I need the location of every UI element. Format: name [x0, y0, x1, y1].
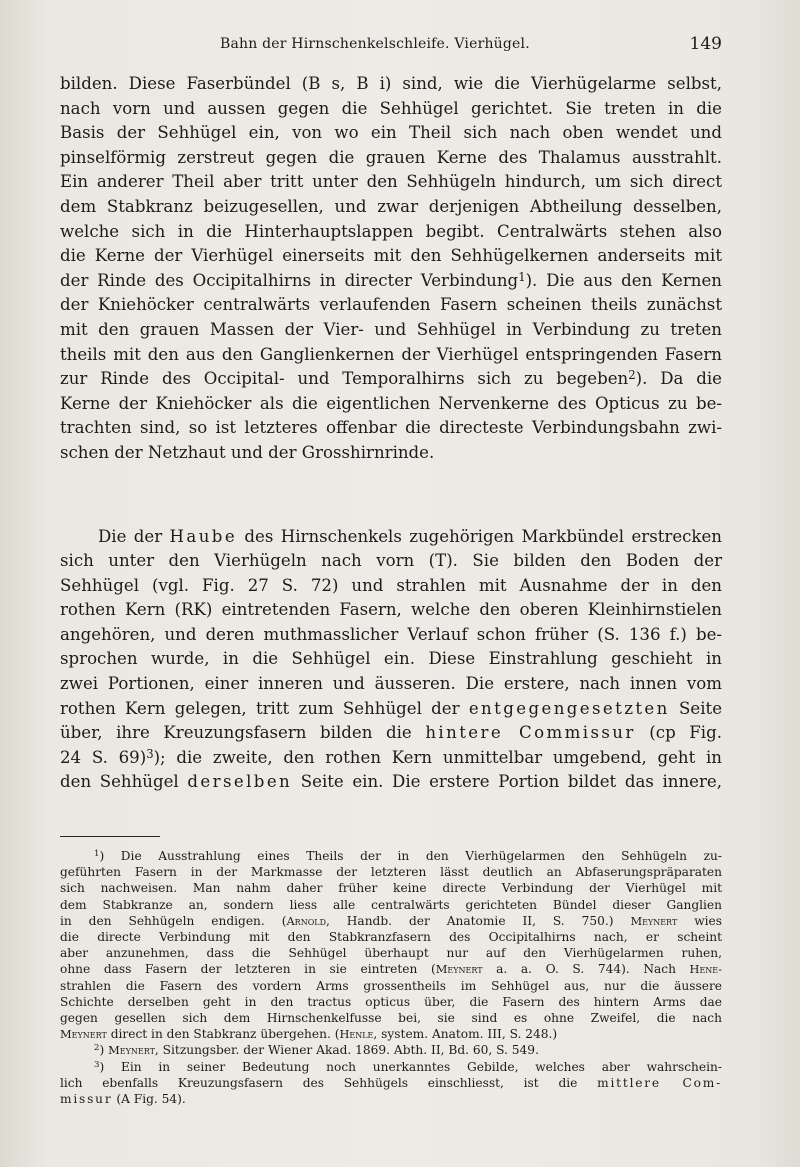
- text-segment: in den Sehhügeln endigen. (: [60, 913, 287, 928]
- text-line: zwei Portionen, einer inneren und äusseren. Die erstere, nach innen vom: [60, 674, 722, 694]
- footnote-line: geführten Fasern in der Markmasse der letzteren lässt deutlich an Abfaserungspräparaten: [60, 865, 722, 880]
- emphasized-term: entgegengesetzten: [468, 698, 670, 718]
- text-segment: Seite ein. Die erstere Portion bildet das innere,: [300, 772, 723, 792]
- text-line: [60, 770, 722, 795]
- emphasized-term: mittlere Com-: [597, 1075, 723, 1090]
- emphasized-term: derselben: [187, 772, 293, 792]
- text-segment: lich ebenfalls Kreuzungsfasern des Sehhügels einschliesst, ist die: [60, 1075, 578, 1090]
- text-line: [60, 367, 722, 392]
- author-name: Arnold: [286, 913, 326, 928]
- text-segment: des Hirnschenkels zugehörigen Markbündel erstrecken: [244, 526, 722, 546]
- author-name: Hene-: [689, 962, 722, 977]
- text-line: Kerne der Kniehöcker als die eigentlichen Nervenkerne des Opticus zu be-: [60, 393, 722, 413]
- text-line: die Kerne der Vierhügel einerseits mit den Sehhügelkernen anderseits mit: [60, 246, 722, 266]
- footnote-line: [60, 961, 722, 977]
- text-segment: ohne dass Fasern der letzteren in sie eintreten (: [60, 962, 436, 977]
- footnote-ref: 3: [146, 746, 154, 761]
- text-segment: 24 S. 69): [60, 747, 147, 767]
- footnote-line: aber anzunehmen, dass die Sehhügel überhaupt nur auf den Vierhügelarmen ruhen,: [60, 946, 722, 961]
- text-line: sich unter den Vierhügeln nach vorn (T). Sie bilden den Boden der: [60, 551, 722, 571]
- footnote-marker: 3: [94, 1059, 100, 1070]
- footnote-line: sich nachweisen. Man nahm daher früher keine directe Verbindung der Vierhügel mit: [60, 881, 722, 896]
- text-segment: der Rinde des Occipitalhirns in directer Verbindung: [60, 270, 519, 290]
- text-line: der Kniehöcker centralwärts verlaufenden Fasern scheinen theils zunächst: [60, 295, 722, 315]
- text-segment: , Sitzungsber. der Wiener Akad. 1869. Abth. II, Bd. 60, S. 549.: [154, 1043, 539, 1058]
- footnote-line: dem Stabkranze an, sondern liess alle centralwärts gerichteten Bündel dieser Ganglien: [60, 897, 722, 912]
- footnote-line: [60, 848, 722, 864]
- text-line: dem Stabkranz beizugesellen, und zwar derjenigen Abtheilung desselben,: [60, 196, 722, 216]
- footnote-rule: [60, 836, 160, 837]
- text-line: [60, 269, 722, 294]
- text-line: [60, 697, 722, 722]
- text-segment: (A Fig. 54).: [116, 1092, 186, 1107]
- text-segment: über, ihre Kreuzungsfasern bilden die: [60, 723, 412, 743]
- footnote-line: gegen gesellen sich dem Hirnschenkelfusse bei, sie sind es ohne Zweifel, die nach: [60, 1011, 722, 1026]
- running-title: Bahn der Hirnschenkelschleife. Vierhügel.: [220, 36, 530, 52]
- text-segment: Die der: [98, 526, 163, 546]
- footnote-line: [60, 1059, 722, 1075]
- text-segment: ). Die aus den Kernen: [525, 270, 722, 290]
- footnote-line: [60, 913, 722, 929]
- footnote-line: [60, 1042, 722, 1058]
- author-name: Meynert: [435, 962, 483, 977]
- text-segment: ); die zweite, den rothen Kern unmittelbar umgebend, geht in: [153, 747, 722, 767]
- page-header: [60, 34, 722, 60]
- text-line: mit den grauen Massen der Vier- und Sehhügel in Verbindung zu treten: [60, 319, 722, 339]
- footnote-line: [60, 1091, 722, 1107]
- text-segment: den Sehhügel: [60, 772, 179, 792]
- emphasized-term: Haube: [169, 526, 238, 546]
- text-line: bilden. Diese Faserbündel (B s, B i) sind, wie die Vierhügelarme selbst,: [60, 74, 722, 93]
- text-line: [60, 746, 722, 771]
- footnote-ref: 1: [518, 269, 526, 284]
- text-line: [60, 525, 722, 550]
- footnote-marker: 1: [94, 849, 100, 860]
- footnote-marker: 2: [94, 1043, 100, 1054]
- page-number: 149: [689, 34, 722, 54]
- text-segment: , system. Anatom. III, S. 248.): [373, 1027, 558, 1042]
- text-segment: , Handb. der Anatomie II, S. 750.): [326, 913, 631, 928]
- footnotes: [60, 848, 722, 1107]
- main-text: [60, 72, 722, 795]
- text-line: angehören, und deren muthmasslicher Verlauf schon früher (S. 136 f.) be-: [60, 624, 722, 644]
- text-segment: a. a. O. S. 744). Nach: [482, 962, 690, 977]
- author-name: Meynert: [630, 913, 678, 928]
- emphasized-term: missur: [60, 1092, 113, 1107]
- footnote-ref: 2: [628, 367, 636, 382]
- text-segment: wies: [677, 913, 723, 928]
- author-name: Meynert: [60, 1027, 107, 1042]
- text-segment: zur Rinde des Occipital- und Temporalhirns sich zu begeben: [60, 369, 629, 389]
- text-line: trachten sind, so ist letzteres offenbar die directeste Verbindungsbahn zwi-: [60, 418, 722, 438]
- author-name: Henle: [339, 1027, 374, 1042]
- text-segment: rothen Kern gelegen, tritt zum Sehhügel der: [60, 698, 460, 718]
- text-segment: ) Ein in seiner Bedeutung noch unerkanntes Gebilde, welches aber wahrschein-: [99, 1059, 722, 1074]
- text-line: nach vorn und aussen gegen die Sehhügel gerichtet. Sie treten in die: [60, 98, 722, 118]
- text-line: Ein anderer Theil aber tritt unter den Sehhügeln hindurch, um sich direct: [60, 172, 722, 192]
- text-segment: ) Die Ausstrahlung eines Theils der in den Vierhügelarmen den Sehhügeln zu-: [99, 849, 722, 863]
- text-segment: (cp Fig.: [649, 723, 722, 743]
- text-line: welche sich in die Hinterhauptslappen begibt. Centralwärts stehen also: [60, 221, 722, 241]
- footnote-line: Schichte derselben geht in den tractus opticus über, die Fasern des hintern Arms dae: [60, 994, 722, 1009]
- text-segment: ): [99, 1043, 109, 1058]
- text-line: pinselförmig zerstreut gegen die grauen Kerne des Thalamus ausstrahlt.: [60, 147, 722, 167]
- footnote-line: strahlen die Fasern des vordern Arms grossentheils im Sehhügel aus, nur die äussere: [60, 978, 722, 993]
- text-line: rothen Kern (RK) eintretenden Fasern, welche den oberen Kleinhirnstielen: [60, 600, 722, 620]
- text-segment: direct in den Stabkranz übergehen. (: [106, 1027, 340, 1042]
- text-segment: ). Da die: [635, 369, 722, 389]
- author-name: Meynert: [108, 1043, 155, 1058]
- emphasized-term: hintere Commissur: [425, 723, 636, 743]
- footnote-line: [60, 1026, 722, 1042]
- footnote-line: [60, 1075, 722, 1091]
- text-line: Basis der Sehhügel ein, von wo ein Theil sich nach oben wendet und: [60, 123, 722, 143]
- text-segment: Seite: [679, 698, 723, 718]
- text-line: schen der Netzhaut und der Grosshirnrinde.: [60, 442, 435, 462]
- text-line: theils mit den aus den Ganglienkernen der Vierhügel entspringenden Fasern: [60, 344, 722, 364]
- paragraph-gap: [60, 466, 722, 525]
- text-line: Sehhügel (vgl. Fig. 27 S. 72) und strahlen mit Ausnahme der in den: [60, 575, 722, 595]
- footnote-line: die directe Verbindung mit den Stabkranzfasern des Occipitalhirns nach, er scheint: [60, 930, 722, 945]
- text-line: sprochen wurde, in die Sehhügel ein. Diese Einstrahlung geschieht in: [60, 649, 722, 669]
- text-line: [60, 721, 722, 746]
